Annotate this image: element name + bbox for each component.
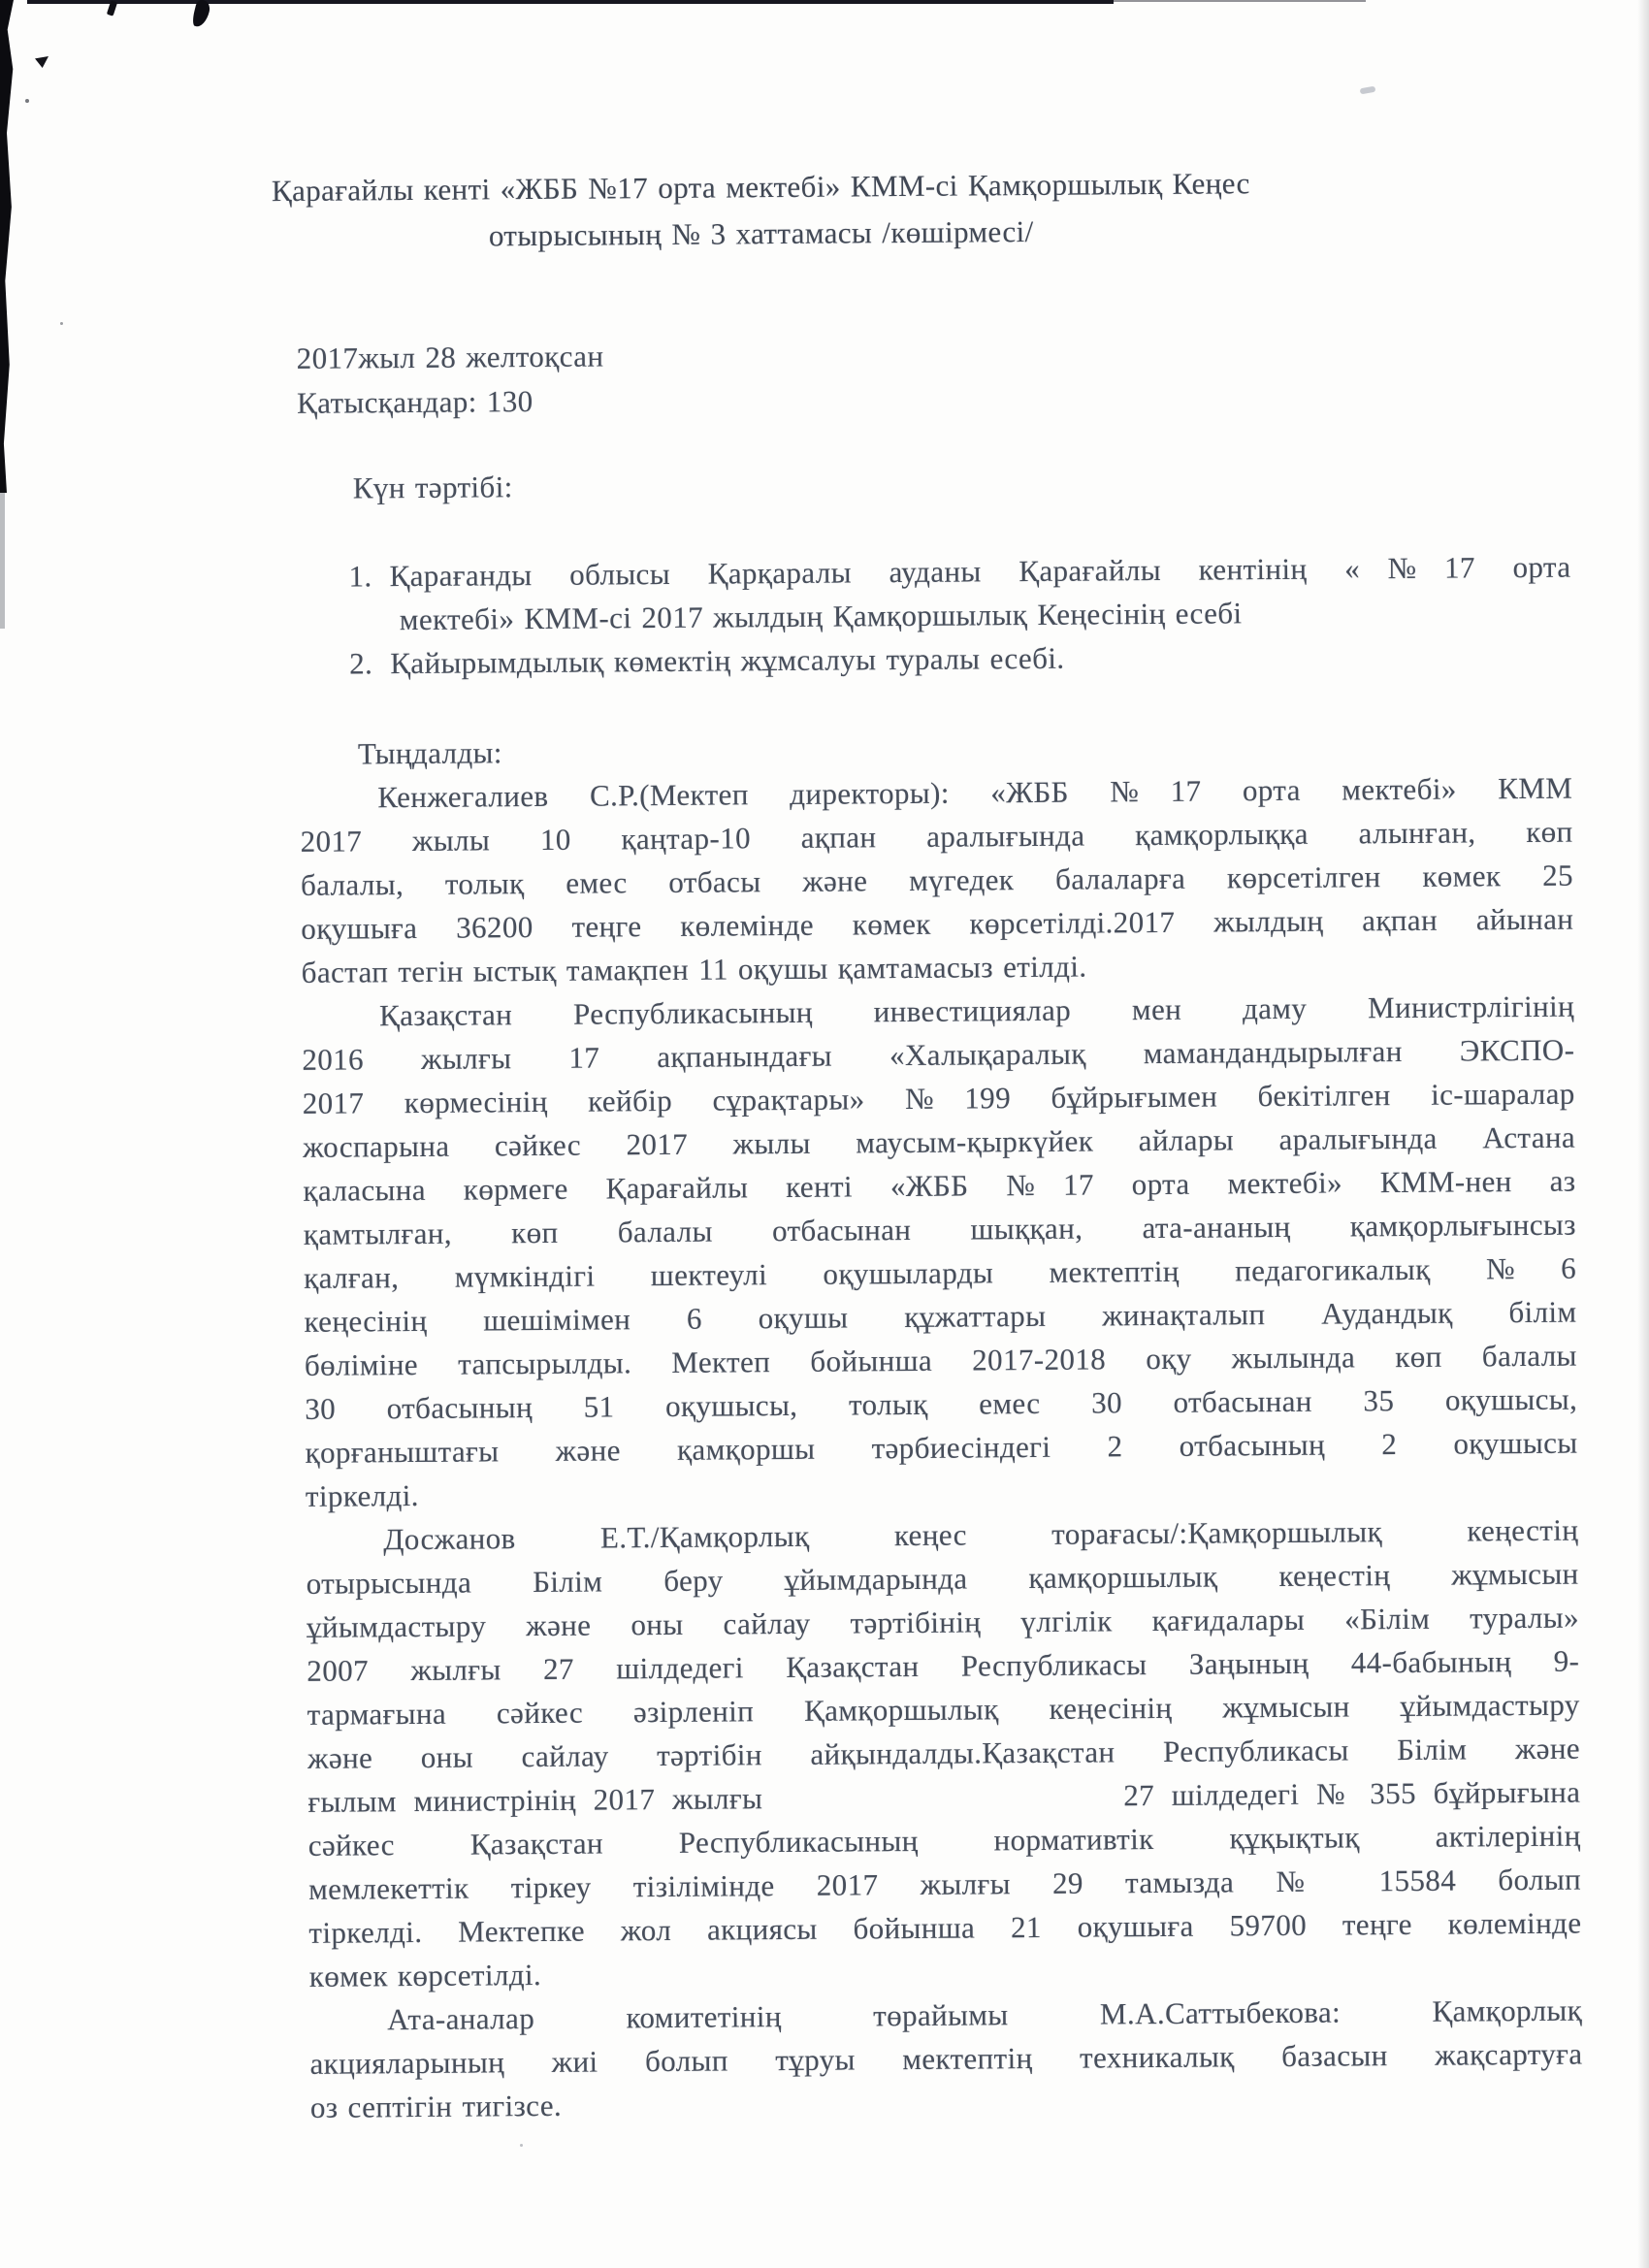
- text-line: 2017 жылы 10 қаңтар-10 ақпан аралығында қамқорлыққа алынған, көп: [300, 814, 1573, 859]
- agenda-item-number: 1.: [348, 559, 372, 594]
- meta-block: [297, 327, 1570, 426]
- text-line: 2016 жылғы 17 ақпанындағы «Халықаралық мамандандырылған ЭКСПО-: [302, 1032, 1575, 1077]
- text-line: көмек көрсетілді.: [308, 1958, 542, 1993]
- agenda-list: [298, 545, 1571, 686]
- agenda-item-line: 2. Қайырымдылық көмектің жұмсалуы туралы есебі.: [349, 640, 1065, 681]
- date-line: 2017жыл 28 желтоқсан: [296, 339, 604, 375]
- document-title: [164, 159, 1358, 262]
- agenda-item-line: 1. Қарағанды облысы Қарқаралы ауданы Қарағайлы кентінің «№17 орта: [348, 549, 1571, 594]
- text-line: сәйкес Қазақстан Республикасының нормативтік құқықтық актілерінің: [307, 1818, 1581, 1863]
- text-line: балалы, толық емес отбасы және мүгедек балаларға көрсетілген көмек 25: [300, 858, 1574, 902]
- text-line: бастап тегін ыстық тамақпен 11 оқушы қамтамасыз етілді.: [301, 949, 1087, 989]
- text-line: кеңесінің шешімімен 6 оқушы құжаттары жинақталып Аудандық білім: [304, 1294, 1577, 1339]
- text-line: оз септігін тигізсе.: [309, 2088, 563, 2124]
- title-line-2: отырысының № 3 хаттамасы /көшірмесі/: [488, 213, 1034, 253]
- paragraph: [309, 1989, 1583, 2129]
- text-line: тіркелді. Мектепке жол акциясы бойынша 21 оқушыға 59700 теңге көлемінде: [308, 1905, 1582, 1950]
- text-line: қорғаныштағы және қамқоршы тәрбиесіндегі 2 отбасының 2 оқушысы: [305, 1425, 1578, 1470]
- text-line: мемлекеттік тіркеу тізілімінде 2017 жылғы 29 тамызда № 15584 болып: [307, 1862, 1582, 1906]
- paragraph: [300, 766, 1574, 994]
- text-line: тіркелді.: [305, 1477, 419, 1513]
- text-line: бөліміне тапсырылды. Мектеп бойынша 2017-2018 оқу жылында көп балалы: [304, 1338, 1577, 1382]
- text-line: оқушыға 36200 теңге көлемінде көмек көрсетілді.2017 жылдың ақпан айынан: [301, 901, 1574, 946]
- text-line: қамтылған, көп балалы отбасынан шыққан, ата-ананың қамқорлығынсыз: [303, 1207, 1576, 1251]
- text-line: жоспарына сәйкес 2017 жылы маусым-қыркүйек айлары аралығында Астана: [302, 1119, 1576, 1164]
- text-line: 2017 көрмесінің кейбір сұрақтары» №199 бұйрығымен бекітілген іс-шаралар: [302, 1076, 1575, 1120]
- heard-heading: Тыңдалды:: [357, 735, 502, 771]
- title-line-1: Қарағайлы кенті «ЖББ №17 орта мектебі» КММ-сі Қамқоршылық Кеңес: [271, 166, 1250, 209]
- text-line: 30 отбасының 51 оқушысы, толық емес 30 отбасынан 35 оқушысы,: [305, 1381, 1578, 1426]
- text-line: ғылым министрінің 2017 жылғы 27 шілдедегі № 355 бұйрығына: [307, 1774, 1581, 1819]
- text-line: Қазақстан Республикасының инвестициялар мен даму Министрлігінің: [378, 988, 1575, 1033]
- paragraph: [302, 985, 1578, 1518]
- agenda-item-line: мектебі» КММ-сі 2017 жылдың Қамқоршылық Кеңесінің есебі: [399, 596, 1243, 637]
- text-line: қаласына көрмеге Қарағайлы кенті «ЖББ №17 орта мектебі» КММ-нен аз: [303, 1163, 1576, 1208]
- participants-line: Қатысқандар: 130: [296, 384, 534, 420]
- text-line: тармағына сәйкес әзірленіп Қамқоршылық кеңесінің жұмысын ұйымдастыру: [307, 1687, 1580, 1732]
- scan-artifact-speck: [520, 2144, 523, 2147]
- agenda-heading: Күн тәртібі:: [352, 470, 513, 505]
- text-line: және оны сайлау тәртібін айқындалды.Қазақстан Республикасы Білім және: [307, 1731, 1581, 1775]
- agenda-item-number: 2.: [349, 646, 373, 681]
- text-line: ұйымдастыру және оны сайлау тәртібінің үлгілік қағидалары «Білім туралы»: [306, 1600, 1580, 1644]
- paragraph: [306, 1508, 1582, 1998]
- text-line: 2007 жылғы 27 шілдедегі Қазақстан Республикасы Заңының 44-бабының 9-: [307, 1643, 1580, 1688]
- text-line: отырысында Білім беру ұйымдарында қамқоршылық кеңестің жұмысын: [306, 1556, 1579, 1601]
- text-line: Ата-аналар комитетінің төрайымы М.А.Саттыбекова: Қамқорлық: [387, 1993, 1583, 2037]
- text-line: қалған, мүмкіндігі шектеулі оқушыларды мектептің педагогикалық №6: [304, 1250, 1577, 1295]
- text-line: Досжанов Е.Т./Қамқорлық кеңес торағасы/:Қамқоршылық кеңестің: [383, 1512, 1579, 1557]
- text-line: Кенжегалиев С.Р.(Мектеп директоры): «ЖББ №17 орта мектебі» КММ: [377, 770, 1573, 815]
- body-paragraphs: [300, 766, 1583, 2129]
- text-line: акцияларының жиі болып тұруы мектептің техникалық базасын жақсартуға: [309, 2036, 1583, 2081]
